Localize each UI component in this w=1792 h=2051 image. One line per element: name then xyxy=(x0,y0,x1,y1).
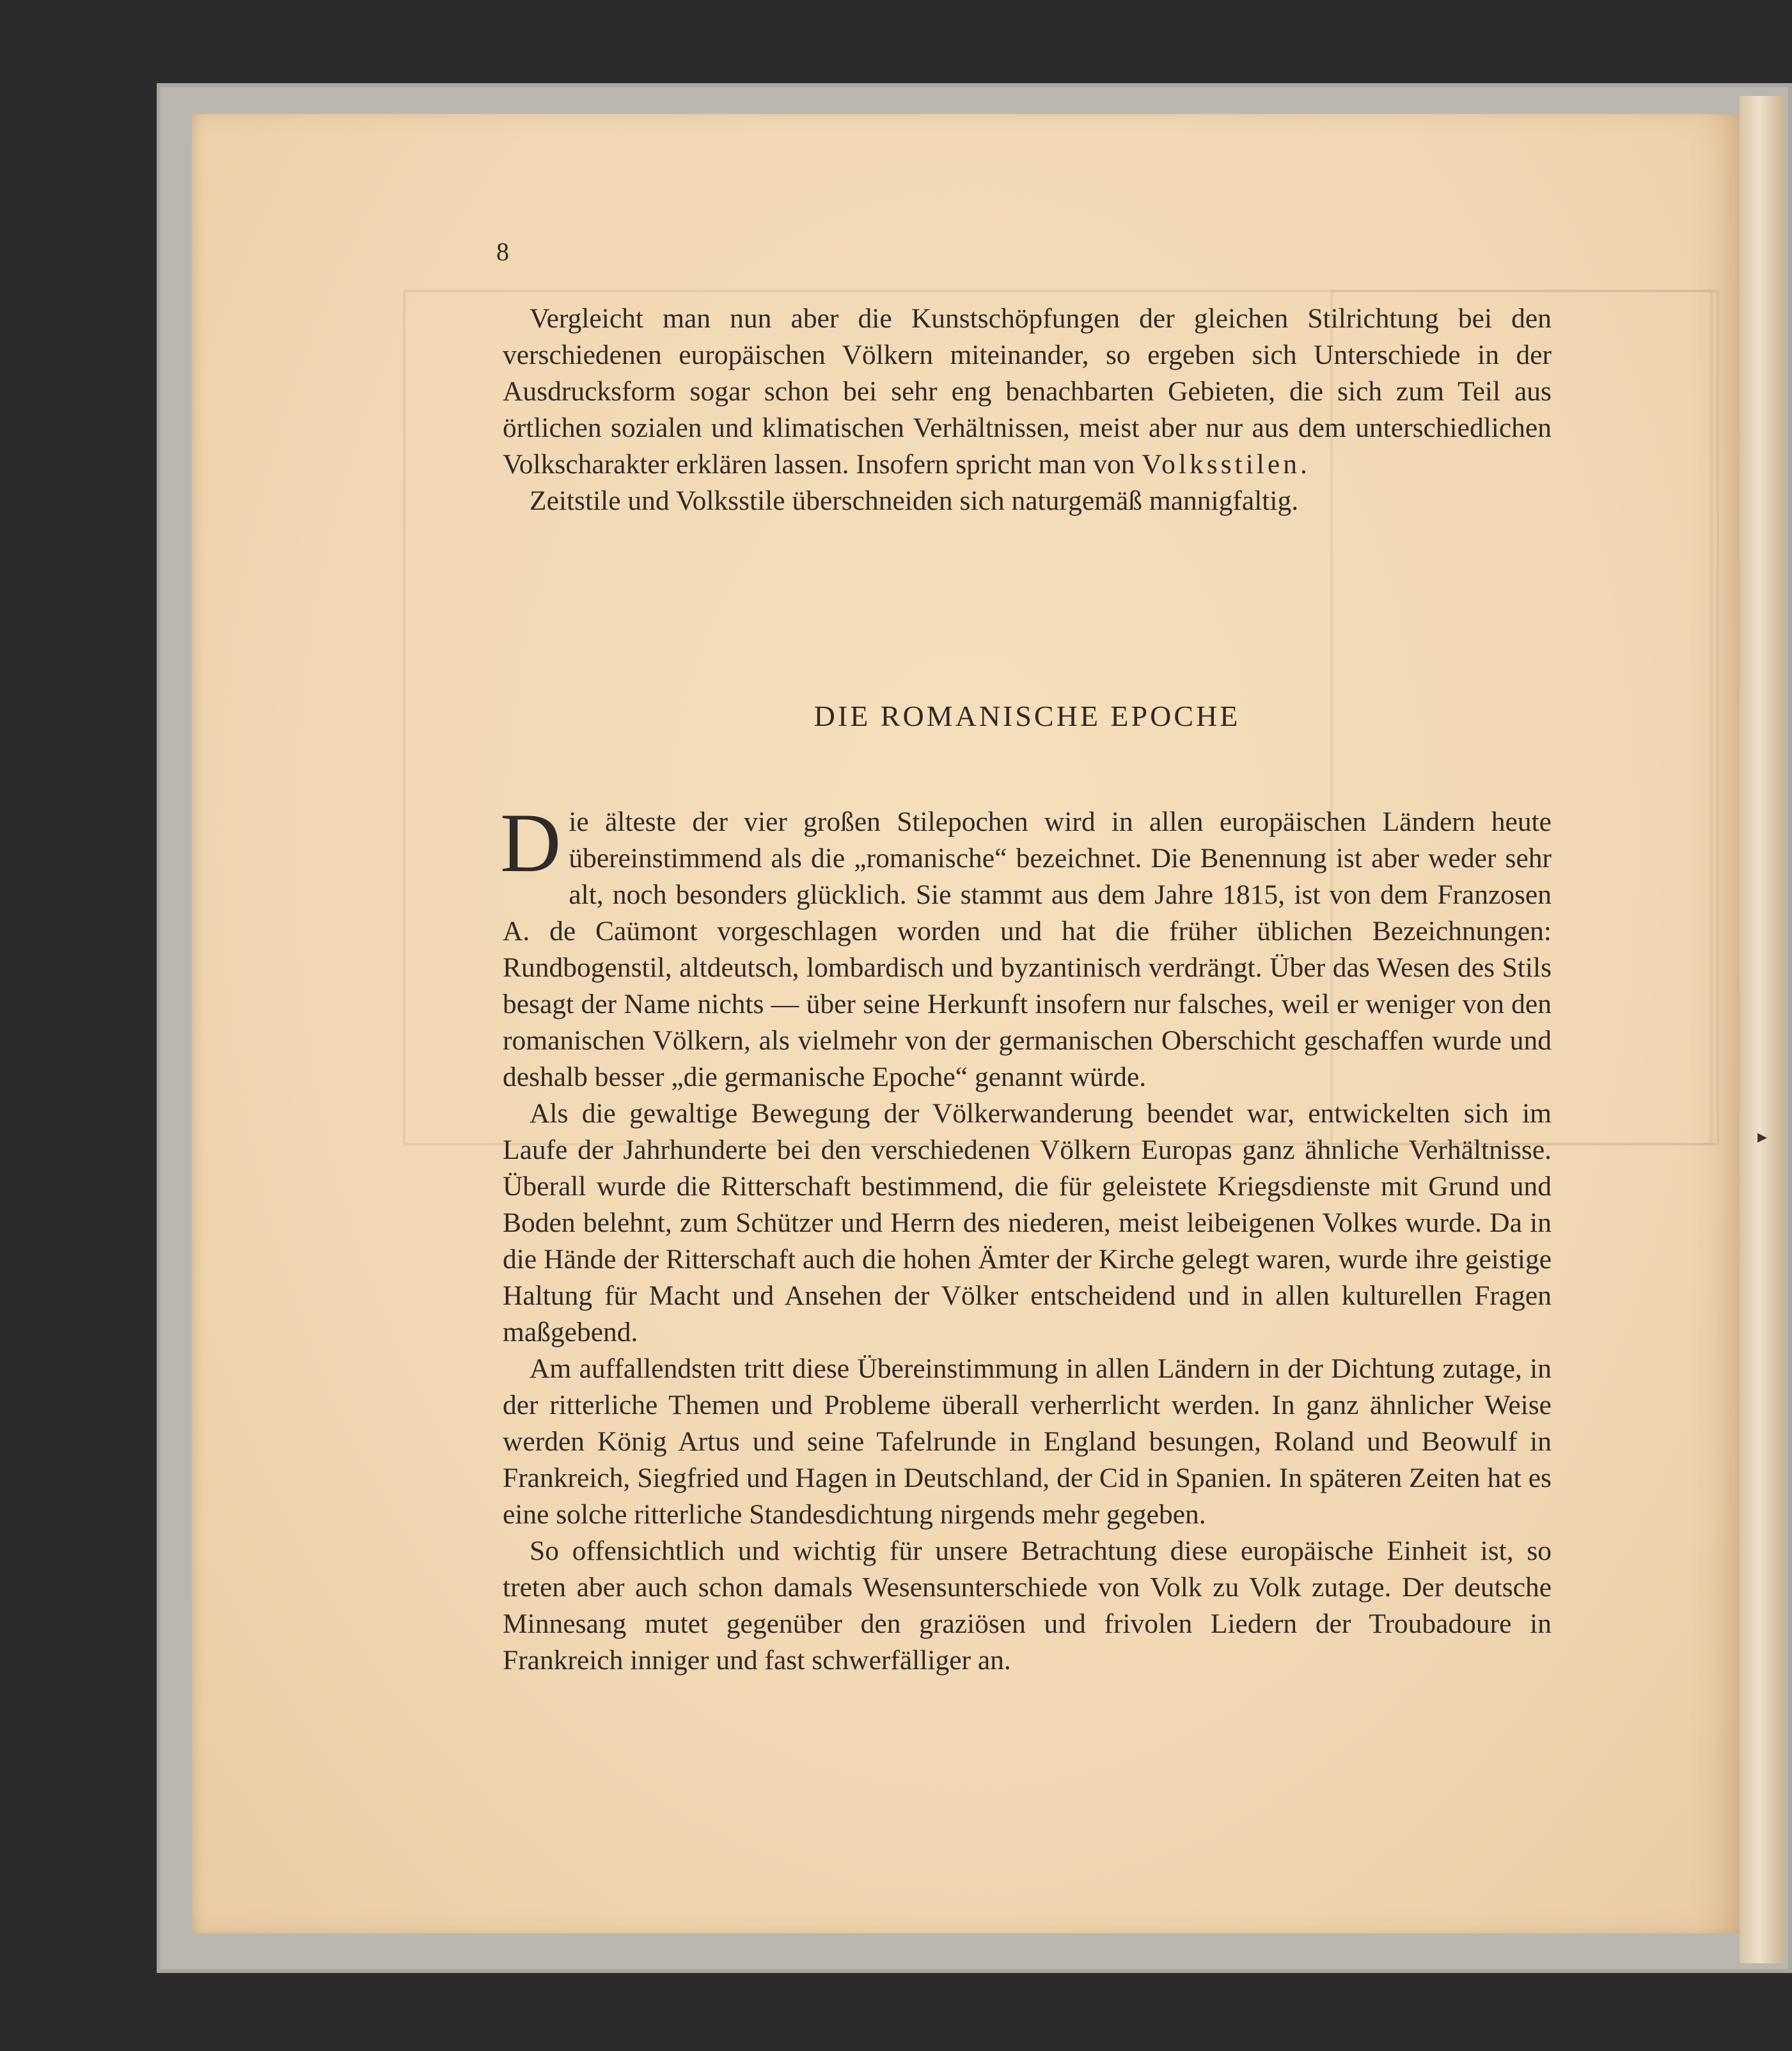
intro-paragraph-2: Zeitstile und Volksstile überschneiden sich naturgemäß mannigfaltig. xyxy=(530,485,1299,516)
page-number: 8 xyxy=(496,237,509,266)
book-gutter xyxy=(1740,96,1784,1963)
body-paragraph-4: So offensichtlich und wichtig für unsere Betrachtung diese europäische Einheit ist, so treten aber auch schon damals Wesensunterschiede von Volk zu Volk zutage. Der deutsche Minnesang mutet gegenüber den graziösen und frivolen Liedern der Troubadoure in Frankreich inniger und fast schwerfälliger an. xyxy=(503,1536,1552,1676)
section-heading: DIE ROMANISCHE EPOCHE xyxy=(813,700,1241,732)
intro-period: . xyxy=(1300,449,1307,480)
intro-paragraph xyxy=(503,301,1552,483)
body-paragraph-1-text: ie älteste der vier großen Stilepochen wird in allen europäischen Ländern heute übereinstimmend als die „romanische“ bezeichnet. Die Benennung ist aber weder sehr alt, noch besonders glücklich. Sie stammt aus dem Jahre 1815, ist von dem Franzosen A. de Caümont vorgeschlagen worden und hat die früher üblichen Bezeichnungen: Rundbogenstil, altdeutsch, lombardisch und byzantinisch verdrängt. Über das Wesen des Stils besagt der Name nichts — über seine Herkunft insofern nur falsches, weil er weniger von den romanischen Völkern, als vielmehr von der germanischen Oberschicht geschaffen wurde und deshalb besser „die germanische Epoche“ genannt würde. xyxy=(503,806,1552,1092)
body-paragraph-2: Als die gewaltige Bewegung der Völkerwanderung beendet war, entwickelten sich im Laufe der Jahrhunderte bei den verschiedenen Völkern Europas ganz ähnliche Verhältnisse. Überall wurde die Ritterschaft bestimmend, die für geleistete Kriegsdienste mit Grund und Boden belehnt, zum Schützer und Herrn des niederen, meist leibeigenen Volkes wurde. Da in die Hände der Ritterschaft auch die hohen Ämter der Kirche gelegt waren, wurde ihre geistige Haltung für Macht und Ansehen der Völker entscheidend und in allen kulturellen Fragen maßgebend. xyxy=(503,1098,1552,1348)
body-section xyxy=(500,796,1552,1679)
body-paragraph-3: Am auffallendsten tritt diese Übereinstimmung in allen Ländern in der Dichtung zutage, in der ritterliche Themen und Probleme überall verherrlicht werden. In ganz ähnlicher Weise werden König Artus und seine Tafelrunde in England besungen, Roland und Beowulf in Frankreich, Siegfried und Hagen in Deutschland, der Cid in Spanien. In späteren Zeiten hat es eine solche ritterliche Standesdichtung nirgends mehr gegeben. xyxy=(503,1353,1552,1530)
body-paragraph-1 xyxy=(500,796,1552,1096)
intro-section xyxy=(503,301,1552,519)
intro-text: Vergleicht man nun aber die Kunstschöpfungen der gleichen Stilrichtung bei den verschiedenen europäischen Völkern miteinander, so ergeben sich Unterschiede in der Ausdrucksform sogar schon bei sehr eng benachbarten Gebieten, die sich zum Teil aus örtlichen sozialen und klimatischen Verhältnissen, meist aber nur aus dem unterschiedlichen Volkscharakter erklären lassen. Insofern spricht man von xyxy=(503,303,1552,480)
page-edge-mark: ▸ xyxy=(1757,1126,1768,1147)
intro-emphasis: Volksstilen xyxy=(1142,449,1300,480)
drop-cap: D xyxy=(500,796,562,890)
